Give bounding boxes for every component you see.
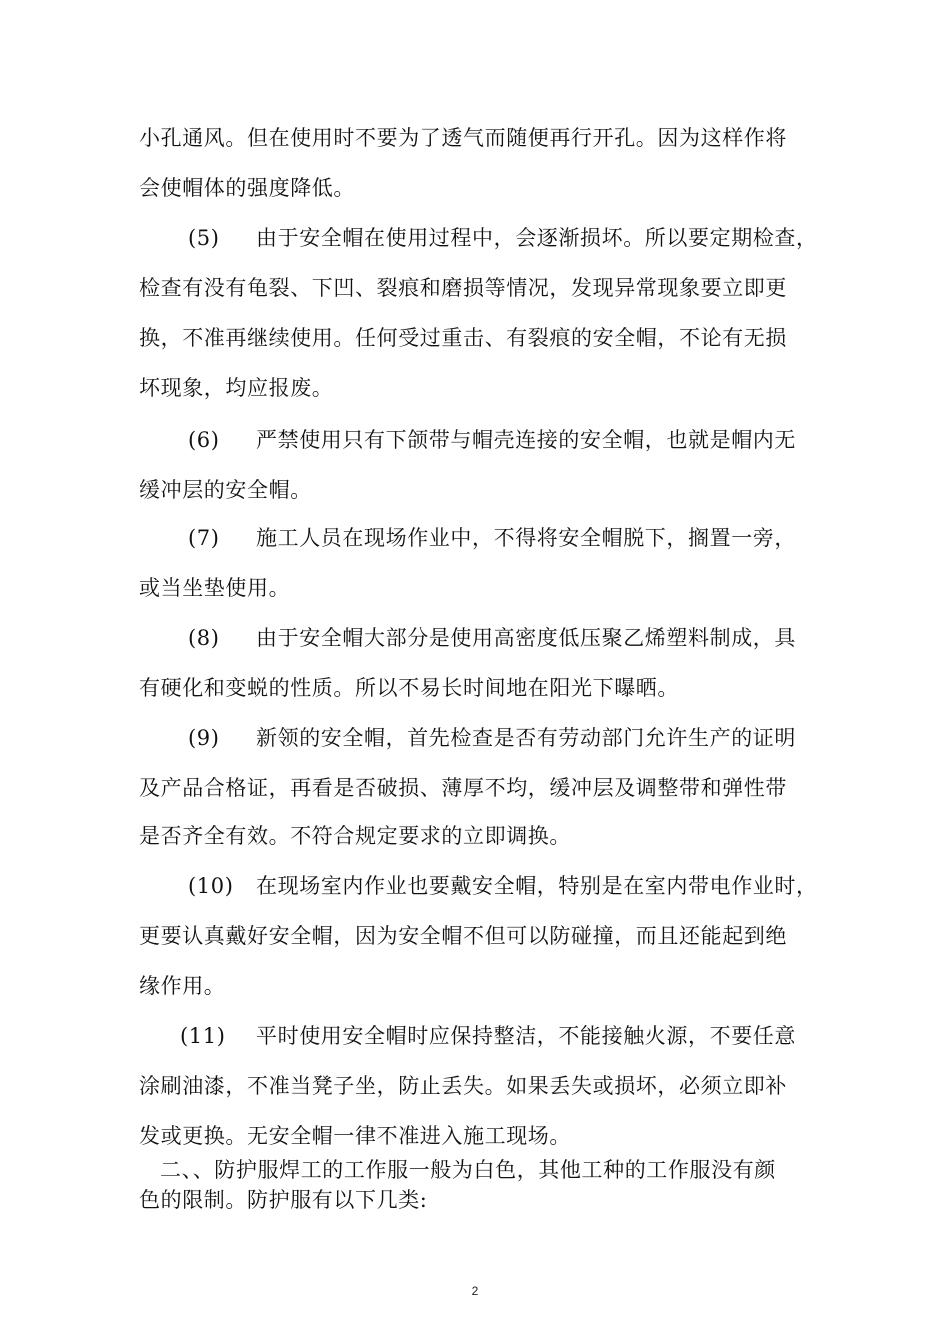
section-heading-line: 二、、防护服焊工的工作服一般为白色，其他工种的工作服没有颜: [160, 1158, 776, 1182]
list-item-6: [188, 426, 796, 454]
list-item-5: [188, 224, 818, 252]
body-line: 由于安全帽大部分是使用高密度低压聚乙烯塑料制成，具: [256, 626, 796, 650]
body-line: 更要认真戴好安全帽，因为安全帽不但可以防碰撞，而且还能起到绝: [139, 924, 787, 948]
list-item-11: [180, 1022, 796, 1050]
body-line: 在现场室内作业也要戴安全帽，特别是在室内带电作业时，: [256, 874, 818, 898]
body-line: 换，不准再继续使用。任何受过重击、有裂痕的安全帽，不论有无损: [139, 326, 787, 350]
list-item-9: [188, 724, 796, 752]
body-line: 及产品合格证，再看是否破损、薄厚不均，缓冲层及调整带和弹性带: [139, 776, 787, 800]
body-line: 新领的安全帽，首先检查是否有劳动部门允许生产的证明: [256, 726, 796, 750]
body-line: 平时使用安全帽时应保持整洁，不能接触火源，不要任意: [256, 1024, 796, 1048]
body-line: 色的限制。防护服有以下几类:: [139, 1188, 428, 1212]
list-item-number: (11): [180, 1024, 226, 1048]
body-line: 坏现象，均应报废。: [139, 376, 334, 400]
list-item-7: [188, 524, 796, 552]
body-line: 严禁使用只有下颌带与帽壳连接的安全帽，也就是帽内无: [256, 428, 796, 452]
body-line: 是否齐全有效。不符合规定要求的立即调换。: [139, 824, 571, 848]
list-item-number: (5): [188, 226, 220, 250]
body-line: 小孔通风。但在使用时不要为了透气而随便再行开孔。因为这样作将: [139, 126, 787, 150]
body-line: 发或更换。无安全帽一律不准进入施工现场。: [139, 1124, 571, 1148]
body-line: 缓冲层的安全帽。: [139, 478, 312, 502]
body-line: 或当坐垫使用。: [139, 576, 291, 600]
body-line: 涂刷油漆，不准当凳子坐，防止丢失。如果丢失或损坏，必须立即补: [139, 1074, 787, 1098]
list-item-8: [188, 624, 796, 652]
body-line: 有硬化和变蜕的性质。所以不易长时间地在阳光下曝晒。: [139, 676, 679, 700]
list-item-number: (9): [188, 726, 220, 750]
list-item-10: [188, 872, 818, 900]
list-item-number: (8): [188, 626, 220, 650]
body-line: 施工人员在现场作业中，不得将安全帽脱下，搁置一旁，: [256, 526, 796, 550]
body-line: 由于安全帽在使用过程中，会逐渐损坏。所以要定期检查，: [256, 226, 818, 250]
page-number: 2: [471, 1284, 479, 1298]
list-item-number: (7): [188, 526, 220, 550]
body-line: 缘作用。: [139, 974, 226, 998]
list-item-number: (6): [188, 428, 220, 452]
body-line: 检查有没有龟裂、下凹、裂痕和磨损等情况，发现异常现象要立即更: [139, 276, 787, 300]
body-line: 会使帽体的强度降低。: [139, 176, 355, 200]
list-item-number: (10): [188, 874, 234, 898]
